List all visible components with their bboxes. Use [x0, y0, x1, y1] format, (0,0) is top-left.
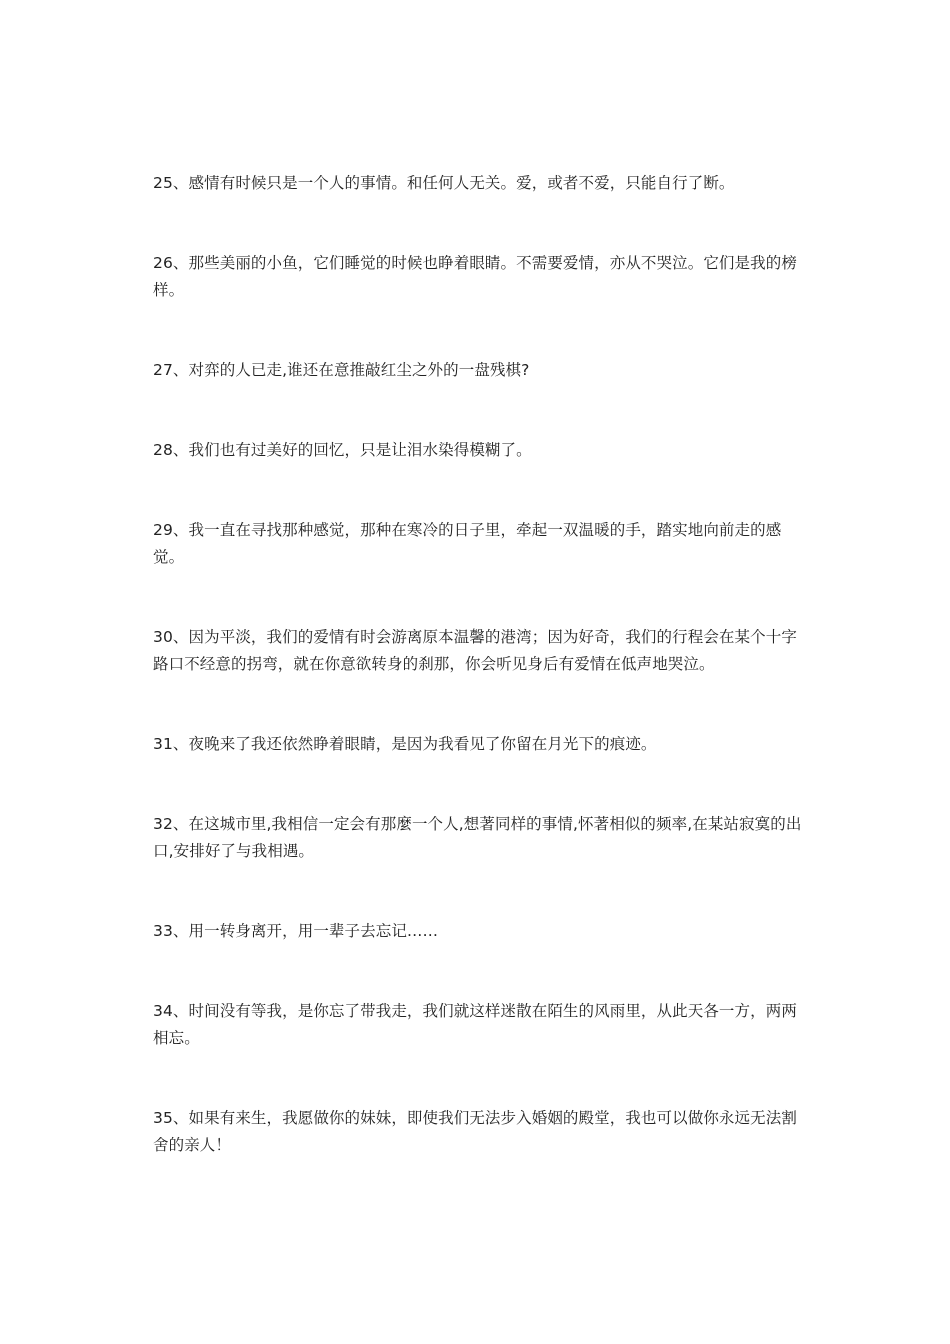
quote-28: 28、我们也有过美好的回忆，只是让泪水染得模糊了。: [153, 441, 532, 459]
quote-33: 33、用一转身离开，用一辈子去忘记……: [153, 922, 439, 940]
quote-27: 27、对弈的人已走,谁还在意推敲红尘之外的一盘残棋?: [153, 361, 530, 379]
quote-25: 25、感情有时候只是一个人的事情。和任何人无关。爱，或者不爱，只能自行了断。: [153, 174, 735, 192]
quote-31: 31、夜晚来了我还依然睁着眼睛，是因为我看见了你留在月光下的痕迹。: [153, 735, 657, 753]
quote-list: [153, 170, 803, 1159]
quote-35: 35、如果有来生，我愿做你的妹妹，即使我们无法步入婚姻的殿堂，我也可以做你永远无法割舍的亲人！: [153, 1109, 797, 1154]
quote-26: 26、那些美丽的小鱼，它们睡觉的时候也睁着眼睛。不需要爱情，亦从不哭泣。它们是我的榜样。: [153, 254, 797, 299]
quote-29: 29、我一直在寻找那种感觉，那种在寒冷的日子里，牵起一双温暖的手，踏实地向前走的感觉。: [153, 521, 782, 566]
quote-34: 34、时间没有等我，是你忘了带我走，我们就这样迷散在陌生的风雨里，从此天各一方，两两相忘。: [153, 1002, 797, 1047]
quote-32: 32、在这城市里,我相信一定会有那麼一个人,想著同样的事情,怀著相似的频率,在某站寂寞的出口,安排好了与我相遇。: [153, 815, 802, 860]
quote-30: 30、因为平淡，我们的爱情有时会游离原本温馨的港湾；因为好奇，我们的行程会在某个十字路口不经意的拐弯，就在你意欲转身的刹那，你会听见身后有爱情在低声地哭泣。: [153, 628, 797, 673]
